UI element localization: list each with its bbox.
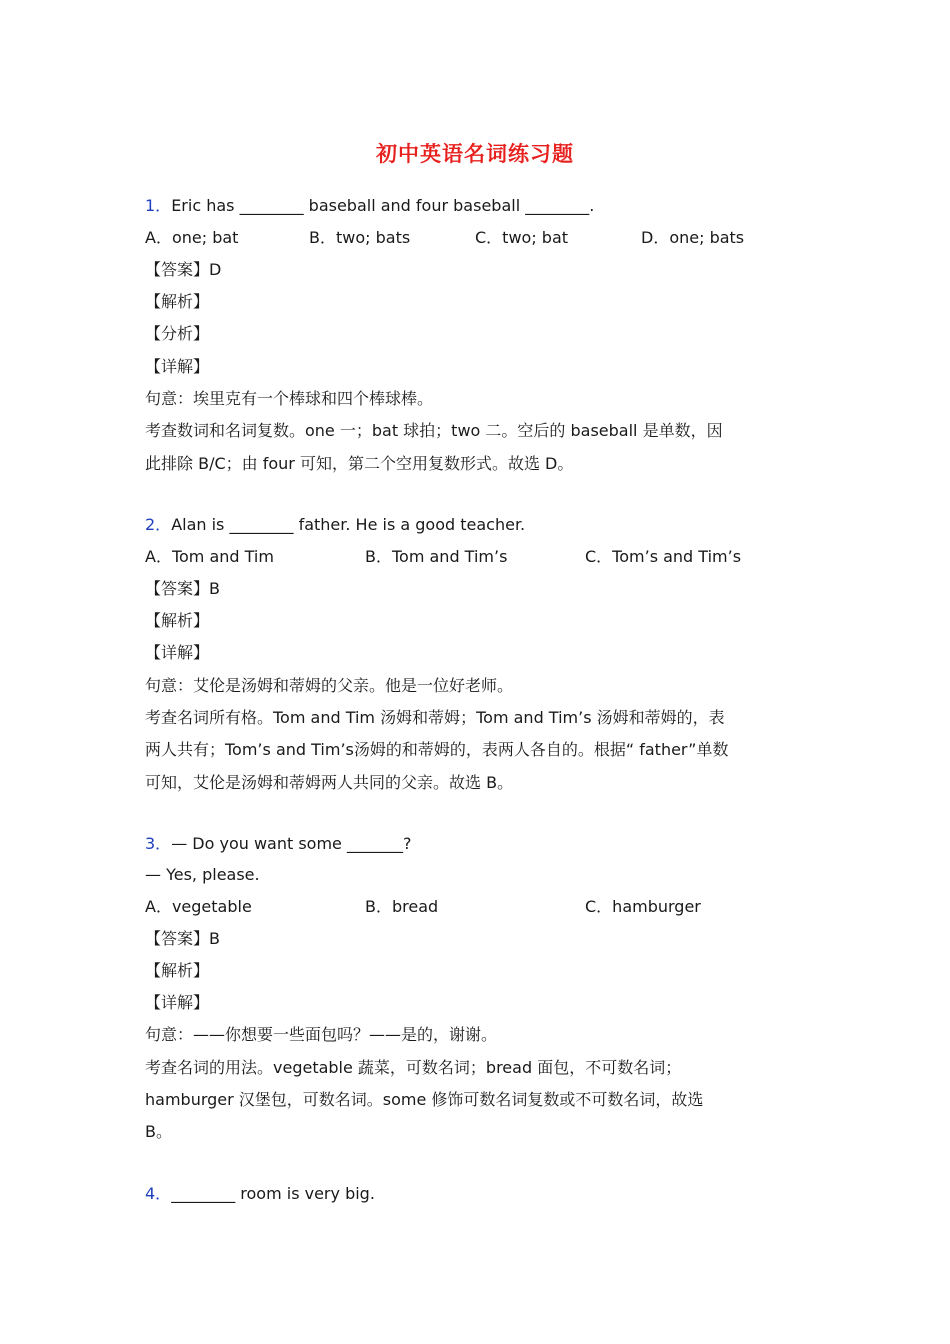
question-text: ________ room is very big.: [171, 1184, 375, 1203]
explanation-line: 考查名词的用法。vegetable 蔬菜，可数名词；bread 面包，不可数名词；: [145, 1058, 682, 1077]
question-number: 3．: [145, 834, 172, 853]
question-number: 1．: [145, 196, 172, 215]
explanation-line: 此排除 B/C；由 four 可知，第二个空用复数形式。故选 D。: [145, 454, 574, 473]
option-b: B．Tom and Tim’s: [365, 547, 508, 566]
question-number: 4．: [145, 1184, 172, 1203]
option-c: C．two; bat: [475, 228, 569, 247]
page-title: 初中英语名词练习题: [376, 141, 574, 166]
explanation-line: hamburger 汉堡包，可数名词。some 修饰可数名词复数或不可数名词，故选: [145, 1090, 704, 1109]
option-c: C．hamburger: [585, 897, 701, 916]
question-2-stem: [145, 515, 815, 535]
option-b: B．bread: [365, 897, 439, 916]
question-text: Eric has ________ baseball and four baseball ________.: [171, 196, 595, 215]
option-a: A．vegetable: [145, 897, 252, 916]
analysis-header: 【解析】: [145, 961, 210, 980]
option-c: C．Tom’s and Tim’s: [585, 547, 742, 566]
question-4-stem: [145, 1184, 815, 1204]
question-number: 2．: [145, 515, 172, 534]
explanation-line: 句意：埃里克有一个棒球和四个棒球棒。: [145, 389, 434, 408]
option-a: A．one; bat: [145, 228, 239, 247]
answer: 【答案】B: [145, 929, 220, 948]
explanation-line: 考查数词和名词复数。one 一；bat 球拍；two 二。空后的 baseball 是单数，因: [145, 421, 723, 440]
breakdown-header: 【分析】: [145, 324, 210, 343]
question-3-stem: [145, 834, 815, 854]
option-d: D．one; bats: [641, 228, 745, 247]
analysis-header: 【解析】: [145, 292, 210, 311]
question-1-stem: [145, 196, 815, 216]
analysis-header: 【解析】: [145, 611, 210, 630]
question-text: Alan is ________ father. He is a good teacher.: [171, 515, 526, 534]
explanation-line: 可知，艾伦是汤姆和蒂姆两人共同的父亲。故选 B。: [145, 773, 514, 792]
explanation-line: 句意：——你想要一些面包吗？——是的，谢谢。: [145, 1025, 498, 1044]
answer: 【答案】D: [145, 260, 222, 279]
option-a: A．Tom and Tim: [145, 547, 274, 566]
detail-header: 【详解】: [145, 357, 210, 376]
question-text: — Do you want some _______?: [171, 834, 412, 853]
explanation-line: 句意：艾伦是汤姆和蒂姆的父亲。他是一位好老师。: [145, 676, 514, 695]
answer: 【答案】B: [145, 579, 220, 598]
explanation-line: 考查名词所有格。Tom and Tim 汤姆和蒂姆；Tom and Tim’s 汤姆和蒂姆的，表: [145, 708, 725, 727]
question-3-reply: — Yes, please.: [145, 865, 260, 884]
explanation-line: 两人共有；Tom’s and Tim’s汤姆的和蒂姆的，表两人各自的。根据“ father”单数: [145, 740, 729, 759]
detail-header: 【详解】: [145, 643, 210, 662]
detail-header: 【详解】: [145, 993, 210, 1012]
explanation-line: B。: [145, 1122, 172, 1141]
option-b: B．two; bats: [309, 228, 411, 247]
